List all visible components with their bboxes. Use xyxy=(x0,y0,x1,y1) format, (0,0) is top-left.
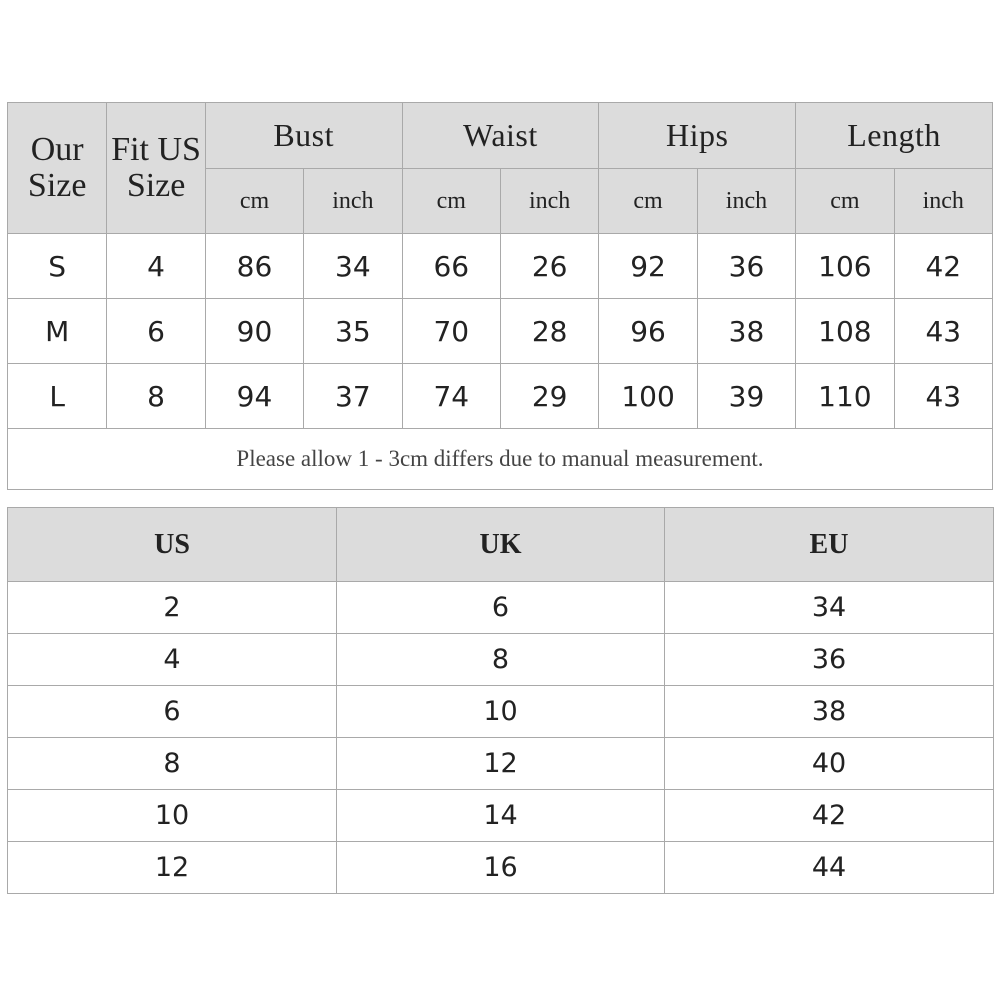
measurement-note-row xyxy=(8,429,993,490)
table-row xyxy=(8,234,993,299)
unit-header: cm xyxy=(599,169,697,234)
unit-header: inch xyxy=(304,169,402,234)
table-cell: 42 xyxy=(665,790,994,842)
unit-header: cm xyxy=(796,169,894,234)
table-cell: 4 xyxy=(107,234,205,299)
table-cell: 10 xyxy=(8,790,337,842)
size-chart-table xyxy=(7,102,993,490)
table-cell: 94 xyxy=(205,364,303,429)
table-cell: 44 xyxy=(665,842,994,894)
table-cell: 74 xyxy=(402,364,500,429)
table-cell: 40 xyxy=(665,738,994,790)
table-cell: 92 xyxy=(599,234,697,299)
table-cell: 2 xyxy=(8,582,337,634)
table-cell: 43 xyxy=(894,364,992,429)
table-row xyxy=(8,842,994,894)
table-cell: 38 xyxy=(665,686,994,738)
table-cell: 96 xyxy=(599,299,697,364)
table-cell: 37 xyxy=(304,364,402,429)
conversion-header-row xyxy=(8,508,994,582)
table-cell: 34 xyxy=(304,234,402,299)
table-row xyxy=(8,686,994,738)
table-cell: 66 xyxy=(402,234,500,299)
fit-us-size-header: Fit US Size xyxy=(107,103,205,234)
table-cell: 28 xyxy=(500,299,598,364)
table-cell: 16 xyxy=(337,842,665,894)
table-cell: 106 xyxy=(796,234,894,299)
table-cell: 8 xyxy=(337,634,665,686)
table-row xyxy=(8,364,993,429)
table-cell: 8 xyxy=(8,738,337,790)
table-row xyxy=(8,738,994,790)
table-cell: 14 xyxy=(337,790,665,842)
hips-header: Hips xyxy=(599,103,796,169)
table-cell: 43 xyxy=(894,299,992,364)
size-conversion-table xyxy=(7,507,994,894)
length-header: Length xyxy=(796,103,993,169)
table-cell: 42 xyxy=(894,234,992,299)
uk-header: UK xyxy=(337,508,665,582)
table-cell: 29 xyxy=(500,364,598,429)
table-cell: 4 xyxy=(8,634,337,686)
table-cell: L xyxy=(8,364,107,429)
bust-header: Bust xyxy=(205,103,402,169)
table-cell: 12 xyxy=(8,842,337,894)
table-cell: 10 xyxy=(337,686,665,738)
table-cell: M xyxy=(8,299,107,364)
table-cell: 100 xyxy=(599,364,697,429)
table-row xyxy=(8,299,993,364)
table-cell: 38 xyxy=(697,299,795,364)
table-cell: 8 xyxy=(107,364,205,429)
unit-header: inch xyxy=(500,169,598,234)
table-cell: 39 xyxy=(697,364,795,429)
table-cell: 110 xyxy=(796,364,894,429)
our-size-header: Our Size xyxy=(8,103,107,234)
table-cell: 70 xyxy=(402,299,500,364)
table-cell: 26 xyxy=(500,234,598,299)
table-cell: 90 xyxy=(205,299,303,364)
table-row xyxy=(8,634,994,686)
unit-header: inch xyxy=(697,169,795,234)
table-cell: 35 xyxy=(304,299,402,364)
table-row xyxy=(8,582,994,634)
unit-header: cm xyxy=(205,169,303,234)
table-cell: 36 xyxy=(665,634,994,686)
table-cell: 36 xyxy=(697,234,795,299)
table-cell: S xyxy=(8,234,107,299)
table-cell: 6 xyxy=(337,582,665,634)
table-cell: 6 xyxy=(8,686,337,738)
unit-header: cm xyxy=(402,169,500,234)
table-row xyxy=(8,790,994,842)
table-cell: 6 xyxy=(107,299,205,364)
us-header: US xyxy=(8,508,337,582)
table-cell: 34 xyxy=(665,582,994,634)
unit-header: inch xyxy=(894,169,992,234)
measurement-note: Please allow 1 - 3cm differs due to manual measurement. xyxy=(8,429,993,490)
table-cell: 108 xyxy=(796,299,894,364)
table-cell: 12 xyxy=(337,738,665,790)
size-chart-header-row xyxy=(8,103,993,169)
table-cell: 86 xyxy=(205,234,303,299)
eu-header: EU xyxy=(665,508,994,582)
waist-header: Waist xyxy=(402,103,599,169)
